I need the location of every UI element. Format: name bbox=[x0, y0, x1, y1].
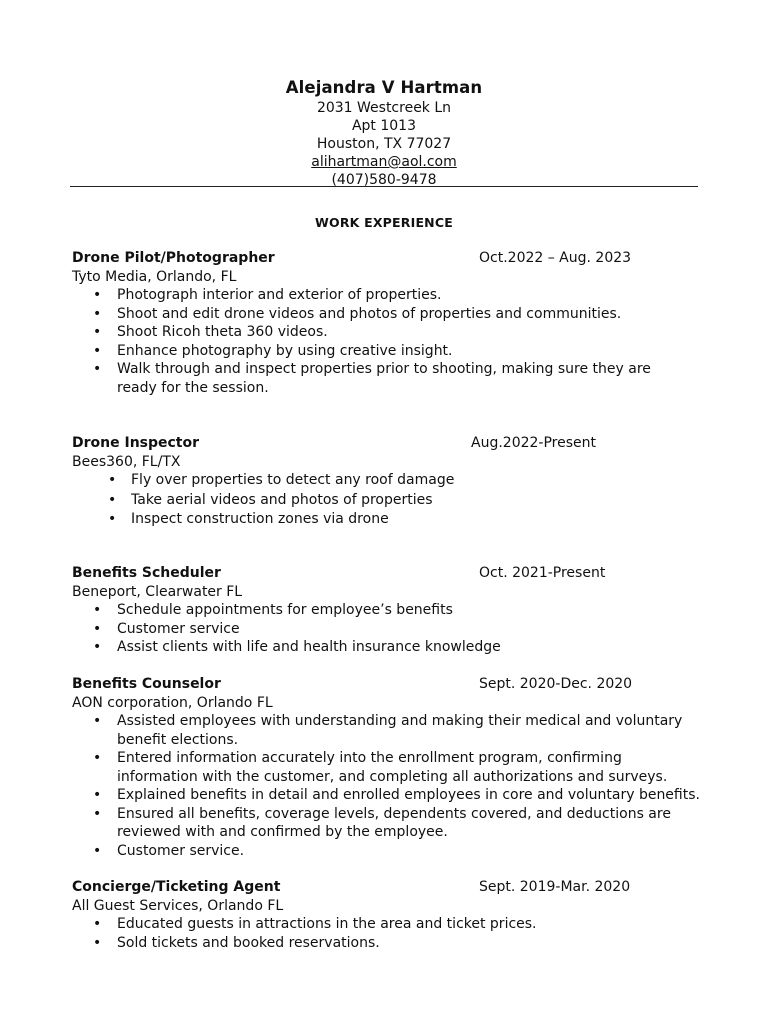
job-entry bbox=[72, 675, 712, 860]
duty-item: • Assisted employees with understanding and making their medical and voluntary benefit elections. bbox=[72, 712, 692, 749]
job-dates: Aug.2022-Present bbox=[471, 435, 596, 451]
header-divider bbox=[70, 186, 698, 187]
job-title: Benefits Counselor bbox=[72, 676, 221, 692]
duty-item: • Take aerial videos and photos of properties bbox=[72, 491, 712, 511]
job-dates: Oct. 2021-Present bbox=[479, 565, 606, 581]
job-organization: Bees360, FL/TX bbox=[72, 453, 181, 470]
job-title: Concierge/Ticketing Agent bbox=[72, 879, 281, 895]
duty-item: • Shoot Ricoh theta 360 videos. bbox=[72, 323, 712, 342]
city-state-zip: Houston, TX 77027 bbox=[316, 136, 452, 152]
phone-number: (407)580-9478 bbox=[331, 172, 437, 188]
duty-item: • Enhance photography by using creative insight. bbox=[72, 342, 712, 361]
job-title: Drone Inspector bbox=[72, 435, 200, 451]
job-organization: AON corporation, Orlando FL bbox=[72, 694, 273, 711]
job-organization: All Guest Services, Orlando FL bbox=[72, 897, 284, 914]
job-entry bbox=[72, 249, 712, 397]
address-line-1: 2031 Westcreek Ln bbox=[316, 100, 452, 116]
duties-list bbox=[72, 601, 712, 657]
job-title: Benefits Scheduler bbox=[72, 565, 221, 581]
duty-item: • Assist clients with life and health insurance knowledge bbox=[72, 638, 712, 657]
job-dates: Sept. 2020-Dec. 2020 bbox=[479, 676, 633, 692]
address-line-2: Apt 1013 bbox=[351, 118, 417, 134]
job-entry bbox=[72, 564, 712, 657]
duties-list bbox=[72, 712, 712, 860]
job-organization: Tyto Media, Orlando, FL bbox=[72, 268, 237, 285]
resume-header bbox=[0, 77, 768, 189]
duty-item: • Inspect construction zones via drone bbox=[72, 510, 712, 530]
job-entry bbox=[72, 878, 712, 952]
section-title-work-experience: WORK EXPERIENCE bbox=[315, 215, 453, 230]
job-title: Drone Pilot/Photographer bbox=[72, 250, 275, 266]
duty-item: • Walk through and inspect properties prior to shooting, making sure they are ready for the session. bbox=[72, 360, 692, 397]
job-organization: Beneport, Clearwater FL bbox=[72, 583, 243, 600]
job-dates: Oct.2022 – Aug. 2023 bbox=[479, 250, 632, 266]
duty-item: • Customer service. bbox=[72, 842, 712, 861]
email-link[interactable]: alihartman@aol.com bbox=[311, 154, 457, 170]
duties-list bbox=[72, 471, 712, 530]
duty-item: • Entered information accurately into the enrollment program, confirming information with the customer, and completing all authorizations and surveys. bbox=[72, 749, 707, 786]
duty-item: • Customer service bbox=[72, 620, 712, 639]
job-dates: Sept. 2019-Mar. 2020 bbox=[479, 879, 631, 895]
duty-item: • Educated guests in attractions in the area and ticket prices. bbox=[72, 915, 712, 934]
duty-item: • Sold tickets and booked reservations. bbox=[72, 934, 712, 953]
applicant-name: Alejandra V Hartman bbox=[285, 78, 483, 97]
duty-item: • Photograph interior and exterior of properties. bbox=[72, 286, 712, 305]
duty-item: • Schedule appointments for employee’s benefits bbox=[72, 601, 712, 620]
duties-list bbox=[72, 915, 712, 952]
duties-list bbox=[72, 286, 712, 397]
duty-item: • Shoot and edit drone videos and photos of properties and communities. bbox=[72, 305, 712, 324]
duty-item: • Explained benefits in detail and enrolled employees in core and voluntary benefits. bbox=[72, 786, 712, 805]
job-entry bbox=[72, 434, 712, 530]
duty-item: • Ensured all benefits, coverage levels, dependents covered, and deductions are reviewed with and confirmed by the employee. bbox=[72, 805, 682, 842]
duty-item: • Fly over properties to detect any roof damage bbox=[72, 471, 712, 491]
